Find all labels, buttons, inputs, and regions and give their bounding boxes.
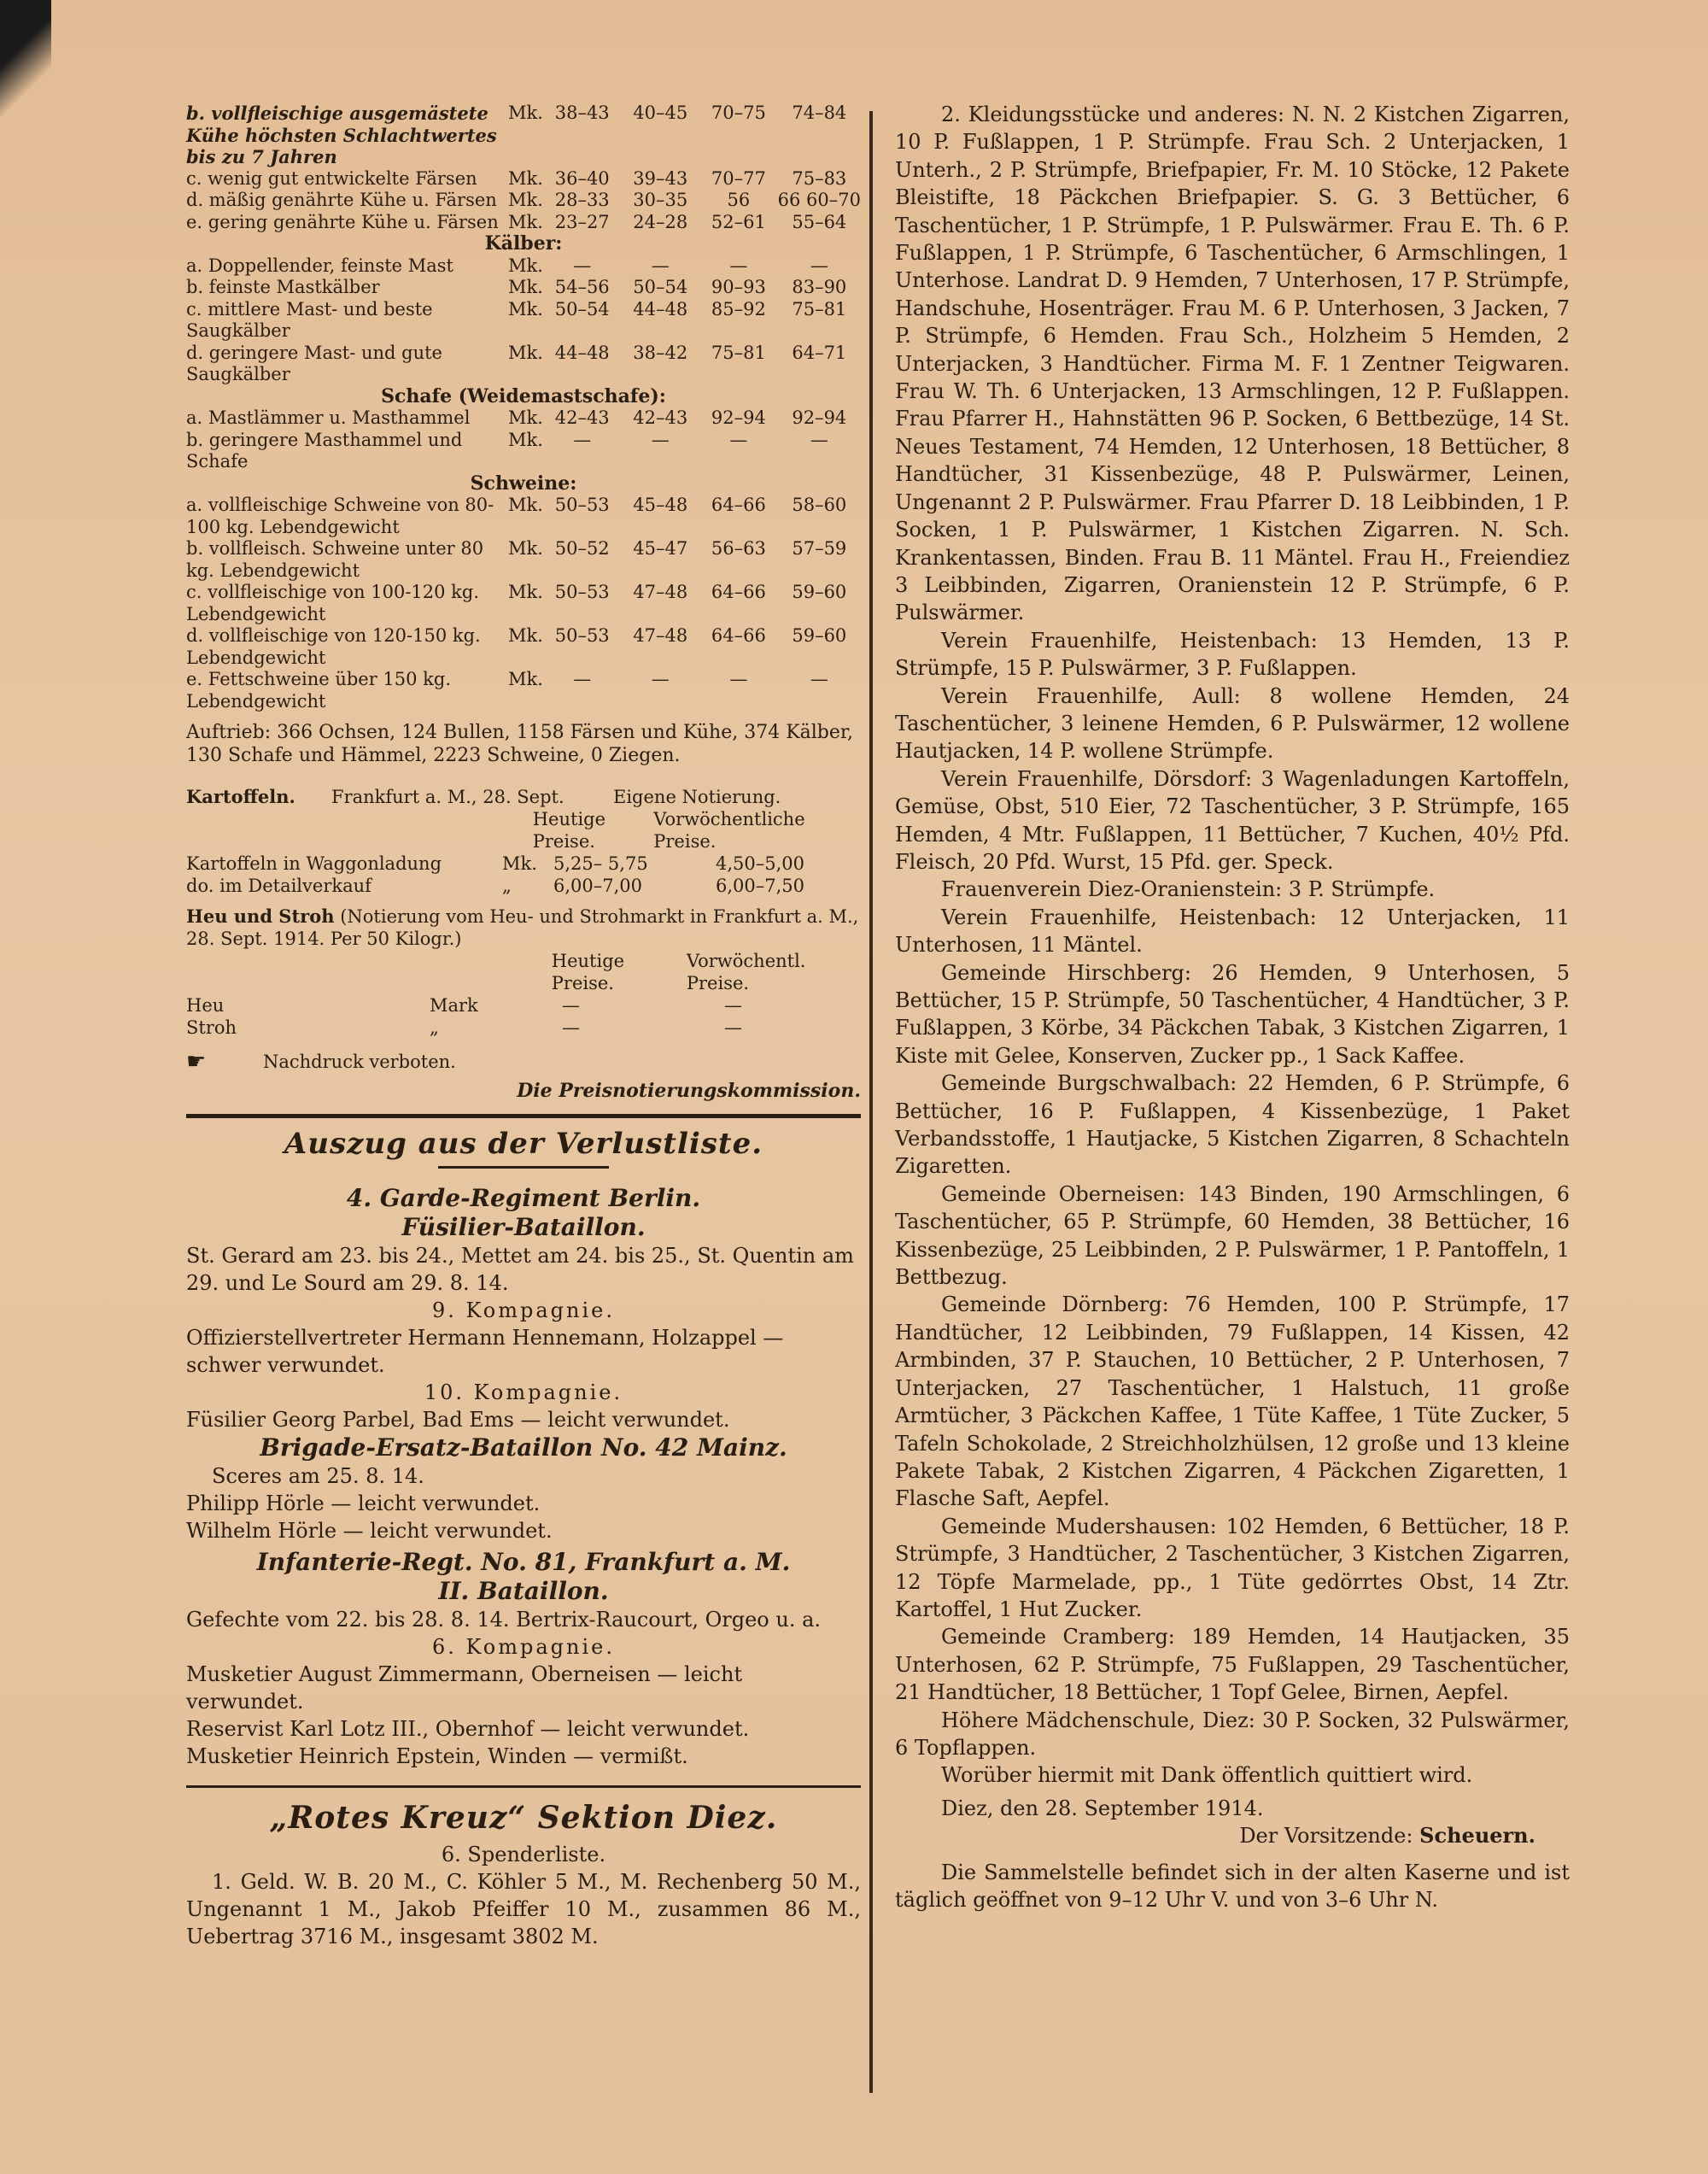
heu-row2-unit: „ [430, 1017, 439, 1038]
schweine-c1: 50–53 [554, 625, 610, 646]
regiment-3-text: Gefechte vom 22. bis 28. 8. 14. Bertrix-Raucourt, Orgeo u. a. [186, 1608, 822, 1632]
kaelber-c4: — [810, 255, 828, 276]
verlustliste-title: Auszug aus der Verlustliste. [284, 1127, 763, 1161]
regiment-2-person-2: Wilhelm Hörle — leicht verwundet. [186, 1519, 553, 1543]
schafe-heading: Schafe (Weidemastschafe): [381, 384, 666, 407]
kuehe-label: c. wenig gut entwickelte Färsen [186, 167, 477, 189]
kaelber-heading: Kälber: [484, 232, 563, 255]
kaelber-c2: — [651, 255, 670, 276]
schweine-label: a. vollfleischige Schweine von 80-100 kg. Lebendgewicht [186, 495, 494, 537]
kuehe-unit: Mk. [508, 211, 543, 232]
schafe-row [186, 430, 861, 473]
regiment-2-person-1: Philipp Hörle — leicht verwundet. [186, 1491, 541, 1515]
vorsitzender-label: Der Vorsitzende: [1239, 1824, 1413, 1849]
donation-paragraph: Gemeinde Burgschwalbach: 22 Hemden, 6 P. Strümpfe, 6 Bettücher, 16 P. Fußlappen, 4 Kissenbezüge, 1 Paket Verbandsstoffe, 1 Hautjacke, 5 Kistchen Zigarren, 8 Schachteln Zigaretten. [895, 1071, 1570, 1179]
komp-6-person-3: Musketier Heinrich Epstein, Winden — vermißt. [186, 1744, 688, 1768]
schweine-c3: 56–63 [711, 538, 766, 559]
kaelber-c1: 50–54 [554, 298, 610, 319]
schweine-unit: Mk. [508, 582, 543, 602]
kartoffeln-col-vor: Vorwöchentliche Preise. [653, 809, 805, 852]
heu-row1-vor: — [724, 995, 742, 1016]
kuehe-row [186, 103, 861, 168]
heu-section [186, 905, 861, 1102]
schweine-c3: — [729, 669, 748, 689]
kuehe-c2: 39–43 [633, 167, 688, 189]
kuehe-c1: 28–33 [554, 190, 610, 210]
kaelber-row [186, 299, 861, 343]
regiment-1-title: 4. Garde-Regiment Berlin. [346, 1184, 701, 1212]
kaelber-c2: 50–54 [633, 277, 688, 297]
kaelber-label: c. mittlere Mast- und beste Saugkälber [186, 298, 433, 341]
kuehe-c3: 70–77 [711, 167, 766, 189]
schweine-c1: 50–53 [554, 495, 610, 515]
schafe-c3: 92–94 [711, 407, 766, 428]
kartoffeln-row2-heute: 6,00–7,00 [553, 876, 643, 896]
schweine-c2: 45–48 [633, 495, 688, 515]
kuehe-label: b. vollfleischige ausgemästete Kühe höchsten Schlachtwertes bis zu 7 Jahren [186, 103, 497, 167]
kartoffeln-notierung: Eigene Notierung. [613, 787, 781, 807]
heu-title: Heu und Stroh [186, 905, 335, 927]
vorsitzender-name: Scheuern. [1419, 1823, 1535, 1849]
donation-paragraph: Gemeinde Dörnberg: 76 Hemden, 100 P. Strümpfe, 17 Handtücher, 12 Leibbinden, 79 Fußlappen, 14 Kissen, 42 Armbinden, 37 P. Stauchen, 10 Bettücher, 2 P. Unterhosen, 7 Unterjacken, 27 Taschentücher, 1 Halstuch, 11 große Armtücher, 3 Päckchen Kaffee, 1 Tüte Kaffee, 1 Tüte Zucker, 5 Tafeln Schokolade, 2 Streichholzhülsen, 12 große und 13 kleine Pakete Tabak, 2 Kistchen Zigarren, 4 Päckchen Zigaretten, 1 Flasche Saft, Aepfel. [895, 1292, 1570, 1511]
kuehe-unit: Mk. [508, 103, 543, 123]
title-underline [438, 1166, 609, 1169]
schweine-label: b. vollfleisch. Schweine unter 80 kg. Lebendgewicht [186, 538, 484, 581]
heu-desc: (Notierung vom Heu- und Strohmarkt in Frankfurt a. M., 28. Sept. 1914. Per 50 Kilogr.) [186, 906, 859, 949]
kartoffeln-place: Frankfurt a. M., 28. Sept. [331, 787, 564, 807]
schweine-c1: 50–53 [554, 582, 610, 602]
donation-paragraph: Gemeinde Mudershausen: 102 Hemden, 6 Bettücher, 18 P. Strümpfe, 3 Handtücher, 2 Taschentücher, 3 Kistchen Zigarren, 12 Töpfe Marmelade, pp., 1 Tüte gedörrtes Obst, 14 Ztr. Kartoffel, 1 Hut Zucker. [895, 1514, 1570, 1621]
kuehe-c1: 36–40 [554, 167, 610, 189]
schweine-label: d. vollfleischige von 120-150 kg. Lebendgewicht [186, 625, 481, 668]
kaelber-label: b. feinste Mastkälber [186, 277, 380, 297]
kuehe-row [186, 168, 861, 190]
schafe-label: b. geringere Masthammel und Schafe [186, 429, 463, 472]
schweine-label: e. Fettschweine über 150 kg. Lebendgewicht [186, 669, 452, 712]
heu-col-heute: Heutige Preise. [551, 951, 625, 993]
kaelber-c1: 54–56 [554, 277, 610, 297]
donation-paragraph: Verein Frauenhilfe, Aull: 8 wollene Hemden, 24 Taschentücher, 3 leinene Hemden, 6 P. Pulswärmer, 12 wollene Hautjacken, 14 P. wollene Strümpfe. [895, 683, 1570, 764]
nachdruck-text: Nachdruck verboten. [263, 1052, 456, 1072]
donation-paragraph: Gemeinde Oberneisen: 143 Binden, 190 Armschlingen, 6 Taschentücher, 65 P. Strümpfe, 60 Hemden, 38 Bettücher, 16 Kissenbezüge, 25 Leibbinden, 2 P. Pulswärmer, 1 P. Pantoffeln, 1 Bettbezug. [895, 1181, 1570, 1290]
schweine-row [186, 538, 861, 582]
kartoffeln-col-heute: Heutige Preise. [532, 809, 606, 852]
schweine-c2: 47–48 [633, 625, 688, 646]
regiment-1-text: St. Gerard am 23. bis 24., Mettet am 24. bis 25., St. Quentin am 29. und Le Sourd am 29. 8. 14. [186, 1244, 854, 1295]
heu-row1-unit: Mark [430, 995, 478, 1016]
kaelber-c2: 44–48 [633, 298, 688, 319]
schweine-row [186, 582, 861, 625]
sammelstelle-notice: Die Sammelstelle befindet sich in der alten Kaserne und ist täglich geöffnet von 9–12 Uhr V. und von 3–6 Uhr N. [895, 1860, 1570, 1912]
schweine-c3: 64–66 [711, 582, 766, 602]
schafe-c4: 92–94 [792, 407, 847, 428]
regiment-2-title: Brigade-Ersatz-Bataillon No. 42 Mainz. [260, 1433, 787, 1462]
schweine-c3: 64–66 [711, 625, 766, 646]
kaelber-row [186, 343, 861, 386]
regiment-3-subtitle: II. Bataillon. [438, 1577, 609, 1605]
heu-col-vor: Vorwöchentl. Preise. [686, 951, 806, 993]
kuehe-c1: 23–27 [554, 211, 610, 232]
donation-paragraph: Verein Frauenhilfe, Heistenbach: 12 Unterjacken, 11 Unterhosen, 11 Mäntel. [895, 905, 1570, 958]
komp-9-text: Offizierstellvertreter Hermann Hennemann, Holzappel — schwer verwundet. [186, 1326, 784, 1377]
vorsitzender-line [895, 1822, 1570, 1849]
schweine-c4: — [810, 669, 828, 689]
heu-row1: Heu [186, 995, 225, 1016]
kartoffeln-row2-unit: „ [502, 876, 512, 896]
market-price-table [186, 103, 861, 712]
donation-paragraph: 2. Kleidungsstücke und anderes: N. N. 2 Kistchen Zigarren, 10 P. Fußlappen, 1 P. Strümpfe. Frau Sch. 2 Unterjacken, 1 Unterh., 2 P. Strümpfe, Briefpapier, Fr. M. 10 Stöcke, 12 Pakete Bleistifte, 18 Päckchen Briefpapier. S. G. 3 Bettücher, 6 Taschentücher, 1 P. Strümpfe, 1 P. Pulswärmer. Frau E. Th. 6 P. Fußlappen, 1 P. Strümpfe, 6 Taschentücher, 6 Armschlingen, 1 Unterhose. Landrat D. 9 Hemden, 7 Unterhosen, 17 P. Strümpfe, Handschuhe, Hosenträger. Frau M. 6 P. Unterhosen, 3 Jacken, 7 P. Strümpfe, 6 Hemden. Frau Sch., Holzheim 5 Hemden, 2 Unterjacken, 3 Handtücher. Firma M. F. 1 Zentner Teigwaren. Frau W. Th. 6 Unterjacken, 13 Armschlingen, 12 P. Fußlappen. Frau Pfarrer H., Hahnstätten 96 P. Socken, 6 Bettbezüge, 14 St. Neues Testament, 74 Hemden, 12 Unterhosen, 18 Bettücher, 8 Handtücher, 31 Kissenbezüge, 48 P. Pulswärmer, Leinen, Ungenannt 2 P. Pulswärmer. Frau Pfarrer D. 18 Leibbinden, 1 P. Socken, 1 P. Pulswärmer, 1 Kistchen Zigarren. N. Sch. Krankentassen, Binden. Frau B. 11 Mäntel. Frau H., Freiendiez 3 Leibbinden, Zigarren, Oranienstein 12 P. Strümpfe, 6 P. Pulswärmer. [895, 103, 1570, 625]
schweine-c2: 47–48 [633, 582, 688, 602]
schafe-c4: — [810, 429, 828, 450]
komp-10-text: Füsilier Georg Parbel, Bad Ems — leicht verwundet. [186, 1408, 730, 1432]
kuehe-row [186, 212, 861, 234]
heu-row2-vor: — [724, 1017, 742, 1038]
schafe-label: a. Mastlämmer u. Masthammel [186, 407, 471, 428]
schafe-c1: — [573, 429, 592, 450]
regiment-1-subtitle: Füsilier-Bataillon. [401, 1213, 646, 1241]
schafe-c2: — [651, 429, 670, 450]
donation-paragraph: Worüber hiermit mit Dank öffentlich quittiert wird. [941, 1763, 1473, 1788]
schweine-c1: 50–52 [554, 538, 610, 559]
kuehe-c4: 74–84 [792, 103, 847, 123]
kartoffeln-section [186, 786, 861, 897]
kuehe-label: e. gering genährte Kühe u. Färsen [186, 211, 499, 232]
preisnotierung-signature: Die Preisnotierungskommission. [517, 1080, 861, 1102]
kaelber-c4: 64–71 [792, 342, 847, 363]
kaelber-unit: Mk. [508, 298, 543, 319]
kaelber-c1: — [573, 255, 592, 276]
kartoffeln-row1-unit: Mk. [502, 853, 537, 874]
kartoffeln-row1-label: Kartoffeln in Waggonladung [186, 853, 442, 874]
schweine-c4: 57–59 [792, 538, 847, 559]
kuehe-c4: 55–64 [792, 211, 847, 232]
schweine-heading: Schweine: [470, 472, 577, 495]
kuehe-unit: Mk. [508, 167, 543, 189]
schafe-c1: 42–43 [554, 407, 610, 428]
pointing-hand-icon: ☛ [186, 1049, 207, 1075]
schweine-unit: Mk. [508, 669, 543, 689]
kuehe-c1: 38–43 [554, 103, 610, 123]
schweine-c3: 64–66 [711, 495, 766, 515]
regiment-3-title: Infanterie-Regt. No. 81, Frankfurt a. M. [256, 1548, 791, 1576]
donation-paragraph: Gemeinde Cramberg: 189 Hemden, 14 Hautjacken, 35 Unterhosen, 62 P. Strümpfe, 75 Fußlappen, 29 Taschentücher, 21 Handtücher, 18 Bettücher, 1 Topf Gelee, Birnen, Aepfel. [895, 1625, 1570, 1705]
page-corner-shadow [0, 0, 51, 120]
kartoffeln-title: Kartoffeln. [186, 786, 295, 807]
kuehe-c3: 56 [727, 190, 751, 210]
kaelber-unit: Mk. [508, 342, 543, 363]
kaelber-c3: 75–81 [711, 342, 766, 363]
kaelber-row [186, 277, 861, 299]
kartoffeln-row1-heute: 5,25– 5,75 [553, 853, 648, 874]
kuehe-unit: Mk. [508, 190, 543, 210]
schweine-row [186, 625, 861, 669]
komp-6-heading: 6. Kompagnie. [431, 1635, 616, 1659]
komp-6-person-2: Reservist Karl Lotz III., Obernhof — leicht verwundet. [186, 1717, 750, 1741]
kaelber-unit: Mk. [508, 277, 543, 297]
kuehe-label: d. mäßig genährte Kühe u. Färsen [186, 190, 497, 210]
kuehe-c2: 24–28 [633, 211, 688, 232]
heu-row2: Stroh [186, 1017, 237, 1038]
schweine-row [186, 669, 861, 712]
kaelber-unit: Mk. [508, 255, 543, 276]
kaelber-c4: 83–90 [792, 277, 847, 297]
kuehe-row [186, 190, 861, 212]
schafe-unit: Mk. [508, 429, 543, 450]
spenderliste-geld: 1. Geld. W. B. 20 M., C. Köhler 5 M., M. Rechenberg 50 M., Ungenannt 1 M., Jakob Pfeiffer 10 M., zusammen 86 M., Uebertrag 3716 M., insgesamt 3802 M. [186, 1870, 861, 1948]
schweine-c1: — [573, 669, 592, 689]
donation-paragraph: Verein Frauenhilfe, Dörsdorf: 3 Wagenladungen Kartoffeln, Gemüse, Obst, 510 Eier, 72 Taschentücher, 3 P. Strümpfe, 165 Hemden, 4 Mtr. Fußlappen, 11 Bettücher, 7 Kuchen, 40½ Pfd. Fleisch, 20 Pfd. Wurst, 15 Pfd. ger. Speck. [895, 766, 1570, 874]
section-rule-2 [186, 1785, 861, 1788]
schafe-row [186, 407, 861, 430]
kuehe-c4: 66 60–70 [777, 190, 861, 210]
kuehe-c3: 70–75 [711, 103, 766, 123]
kaelber-label: d. geringere Mast- und gute Saugkälber [186, 342, 442, 384]
schweine-unit: Mk. [508, 538, 543, 559]
regiment-2-text: Sceres am 25. 8. 14. [212, 1464, 424, 1488]
kaelber-c3: 90–93 [711, 277, 766, 297]
kartoffeln-row2-vor: 6,00–7,50 [716, 876, 805, 896]
dateline: Diez, den 28. September 1914. [941, 1796, 1264, 1820]
donation-paragraph: Höhere Mädchenschule, Diez: 30 P. Socken, 32 Pulswärmer, 6 Topflappen. [895, 1708, 1570, 1760]
kuehe-c3: 52–61 [711, 211, 766, 232]
schafe-unit: Mk. [508, 407, 543, 428]
donation-paragraph: Frauenverein Diez-Oranienstein: 3 P. Strümpfe. [941, 877, 1436, 902]
schweine-c4: 58–60 [792, 495, 847, 515]
schweine-c4: 59–60 [792, 625, 847, 646]
schweine-label: c. vollfleischige von 100-120 kg. Lebendgewicht [186, 582, 480, 624]
kaelber-c3: — [729, 255, 748, 276]
donation-paragraph: Gemeinde Hirschberg: 26 Hemden, 9 Unterhosen, 5 Bettücher, 15 P. Strümpfe, 50 Taschentücher, 4 Handtücher, 3 P. Fußlappen, 3 Körbe, 34 Päckchen Tabak, 3 Kistchen Zigarren, 1 Kiste mit Gelee, Konserven, Zucker pp., 1 Sack Kaffee. [895, 960, 1570, 1068]
kuehe-c2: 30–35 [633, 190, 688, 210]
rotes-kreuz-title: „Rotes Kreuz“ Sektion Diez. [269, 1800, 778, 1836]
donation-paragraph: Verein Frauenhilfe, Heistenbach: 13 Hemden, 13 P. Strümpfe, 15 P. Pulswärmer, 3 P. Fußlappen. [895, 628, 1570, 681]
schweine-c2: — [651, 669, 670, 689]
schweine-c2: 45–47 [633, 538, 688, 559]
heu-row1-heute: — [562, 995, 580, 1016]
komp-10-heading: 10. Kompagnie. [424, 1380, 623, 1404]
kuehe-c2: 40–45 [633, 103, 688, 123]
left-column [186, 103, 861, 1950]
schweine-c4: 59–60 [792, 582, 847, 602]
schafe-c3: — [729, 429, 748, 450]
auftrieb-text: Auftrieb: 366 Ochsen, 124 Bullen, 1158 Färsen und Kühe, 374 Kälber, 130 Schafe und Hämmel, 2223 Schweine, 0 Ziegen. [186, 722, 853, 766]
komp-9-heading: 9. Kompagnie. [431, 1298, 616, 1322]
komp-6-person-1: Musketier August Zimmermann, Oberneisen — leicht verwundet. [186, 1662, 743, 1714]
heu-row2-heute: — [562, 1017, 580, 1038]
kartoffeln-row2-label: do. im Detailverkauf [186, 876, 371, 896]
schafe-c2: 42–43 [633, 407, 688, 428]
schweine-row [186, 495, 861, 538]
kaelber-c2: 38–42 [633, 342, 688, 363]
column-divider [869, 111, 873, 2093]
right-column [895, 101, 1570, 1913]
donation-list [895, 101, 1570, 1790]
schweine-unit: Mk. [508, 625, 543, 646]
kaelber-c4: 75–81 [792, 298, 847, 319]
schweine-unit: Mk. [508, 495, 543, 515]
kartoffeln-row1-vor: 4,50–5,00 [716, 853, 805, 874]
spenderliste-heading: 6. Spenderliste. [441, 1843, 606, 1866]
section-rule [186, 1114, 861, 1118]
kaelber-row [186, 255, 861, 278]
kuehe-c4: 75–83 [792, 167, 847, 189]
kaelber-c1: 44–48 [554, 342, 610, 363]
kaelber-c3: 85–92 [711, 298, 766, 319]
kaelber-label: a. Doppellender, feinste Mast [186, 255, 454, 276]
